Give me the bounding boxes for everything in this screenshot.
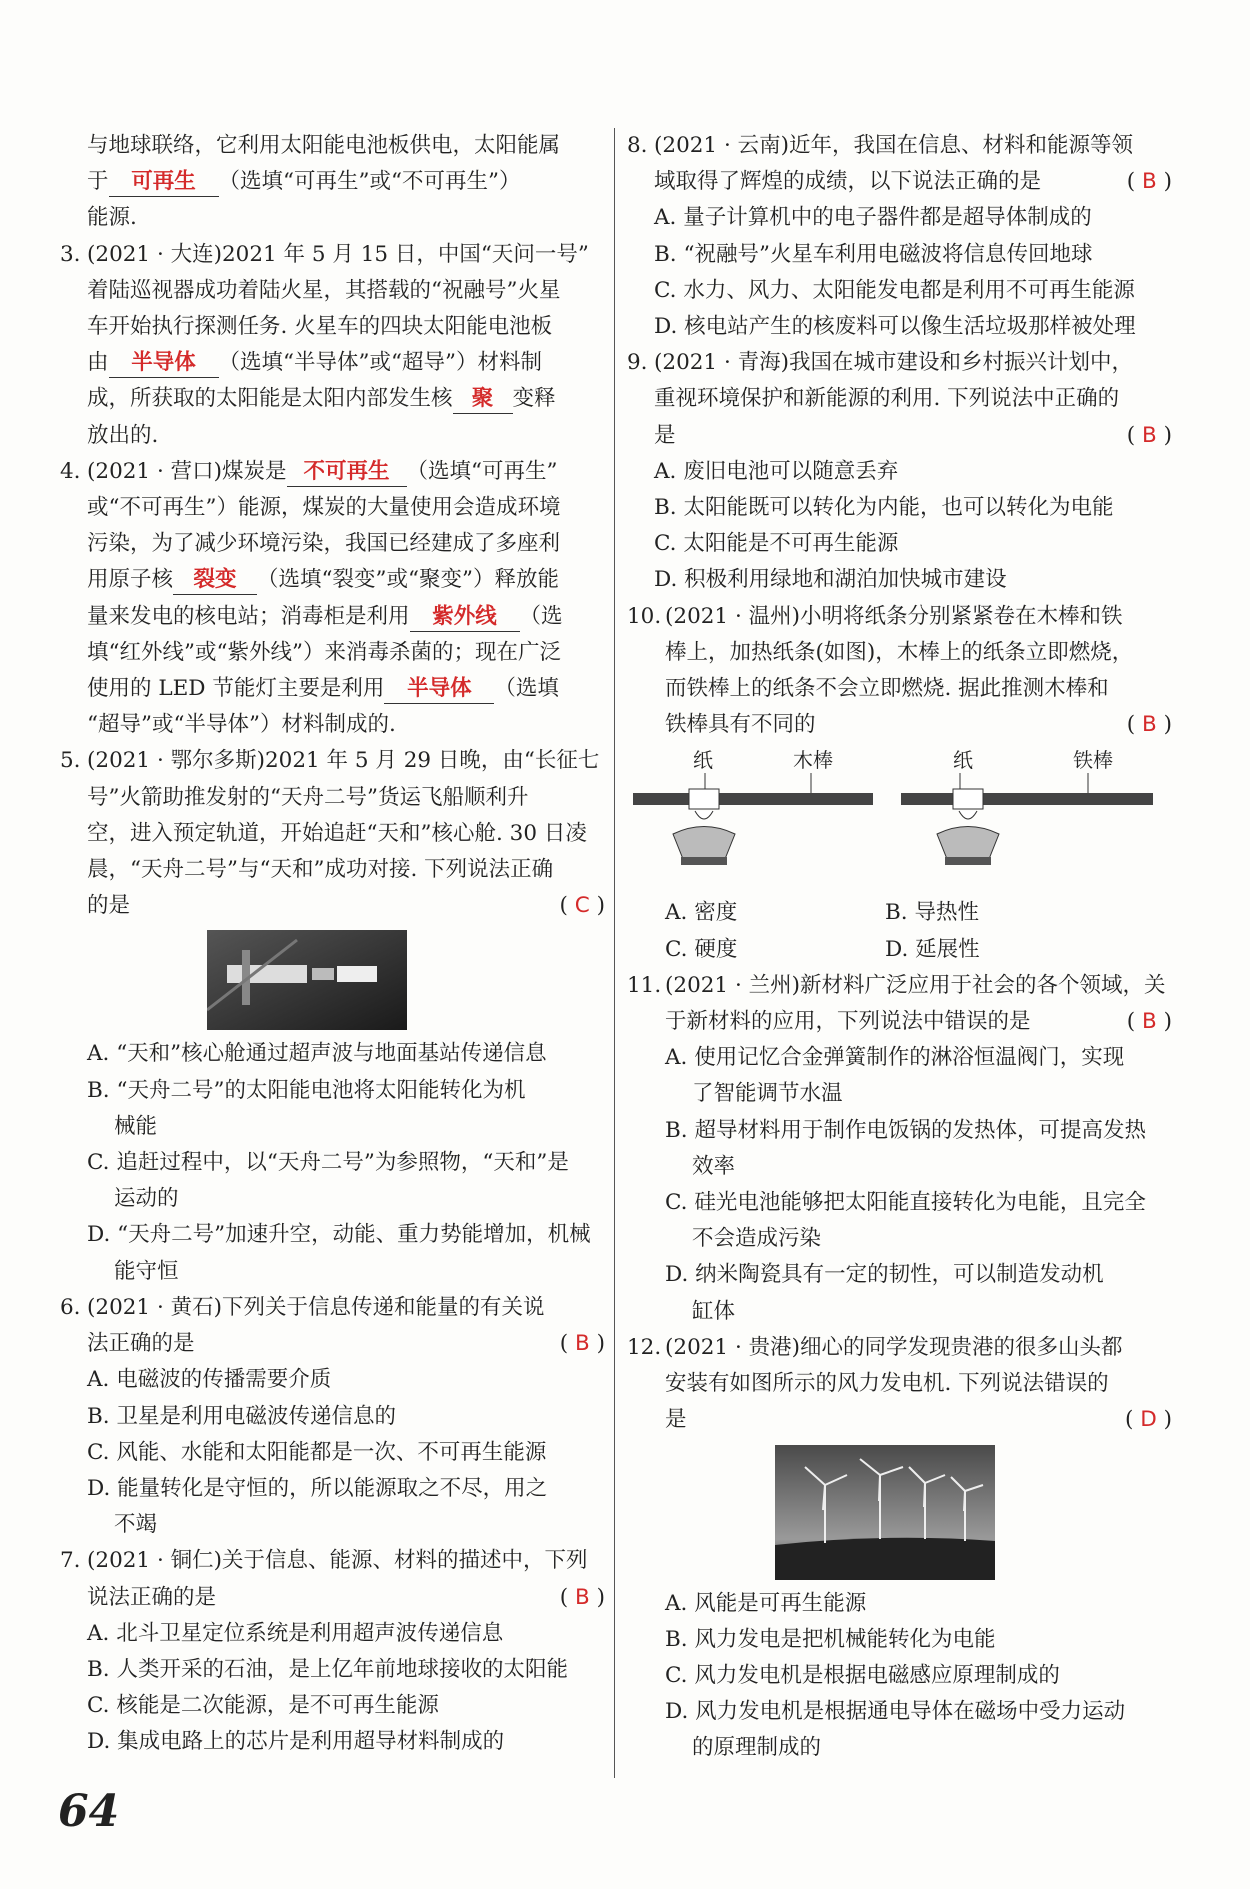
answer-paren: ( B ) <box>559 1331 605 1357</box>
question-number: 3. <box>60 241 81 267</box>
page-number: 64 <box>58 1786 120 1837</box>
text-fragment: （选填“可再生”或“不可再生”） <box>218 169 521 195</box>
text-line: (2021 · 温州)小明将纸条分别紧紧卷在木棒和铁 <box>665 603 1123 629</box>
option-c-cont: 不会造成污染 <box>692 1226 822 1252</box>
option-c-cont: 运动的 <box>114 1186 179 1212</box>
answer-paren: ( D ) <box>1124 1407 1172 1433</box>
option-b: B. 卫星是利用电磁波传递信息的 <box>87 1403 396 1429</box>
text-line: 着陆巡视器成功着陆火星，其搭载的“祝融号”火星 <box>87 277 561 303</box>
label-paper-1: 纸 <box>693 749 713 773</box>
question-number: 9. <box>627 350 648 376</box>
answer-blank: 紫外线 <box>410 603 520 632</box>
text-fragment: （选 <box>519 603 563 629</box>
option-b: B. “天舟二号”的太阳能电池将太阳能转化为机 <box>87 1077 526 1103</box>
option-c: C. 核能是二次能源，是不可再生能源 <box>87 1693 439 1719</box>
flame-1 <box>695 811 713 819</box>
text-fragment: 说法正确的是 <box>87 1584 217 1610</box>
text-line: 或“不可再生”）能源，煤炭的大量使用会造成环境 <box>87 495 561 521</box>
option-b: B. 太阳能既可以转化为内能，也可以转化为电能 <box>654 495 1114 521</box>
text-fragment: 铁棒具有不同的 <box>665 712 816 738</box>
answer-choice: B <box>1142 169 1157 195</box>
left-column <box>60 128 605 1761</box>
text-line <box>87 381 605 417</box>
question-number: 6. <box>60 1294 81 1320</box>
option-c: C. 追赶过程中，以“天舟二号”为参照物，“天和”是 <box>87 1150 569 1176</box>
wind-turbine-photo <box>775 1445 995 1580</box>
option-b: B. 人类开采的石油，是上亿年前地球接收的太阳能 <box>87 1656 568 1682</box>
question-2-continued <box>60 128 605 237</box>
text-fragment: (2021 · 营口)煤炭是 <box>87 458 287 484</box>
text-line: (2021 · 黄石)下列关于信息传递和能量的有关说 <box>87 1294 545 1320</box>
text-line: 重视环境保护和新能源的利用. 下列说法中正确的 <box>654 386 1120 412</box>
option-a: A. 量子计算机中的电子器件都是超导体制成的 <box>654 205 1092 231</box>
answer-paren: ( B ) <box>559 1584 605 1610</box>
wood-rod <box>633 793 873 805</box>
question-3 <box>60 237 605 454</box>
text-line <box>665 1004 1172 1040</box>
option-b: B. 超导材料用于制作电饭锅的发热体，可提高发热 <box>665 1117 1146 1143</box>
flame-2 <box>959 811 977 819</box>
text-line: 而铁棒上的纸条不会立即燃烧. 据此推测木棒和 <box>665 676 1109 702</box>
question-8 <box>627 128 1172 345</box>
text-line: (2021 · 贵港)细心的同学发现贵港的很多山头都 <box>665 1334 1123 1360</box>
iron-rod <box>901 793 1153 805</box>
option-a: A. 风能是可再生能源 <box>665 1590 867 1616</box>
question-10 <box>627 599 1172 968</box>
text-line <box>87 888 605 924</box>
option-d: D. “天舟二号”加速升空，动能、重力势能增加，机械 <box>87 1222 591 1248</box>
text-fragment: （选填“可再生” <box>406 458 558 484</box>
paper-roll-2 <box>953 789 983 809</box>
option-c: C. 风力发电机是根据电磁感应原理制成的 <box>665 1662 1060 1688</box>
option-a: A. 废旧电池可以随意丢弃 <box>654 458 899 484</box>
text-fragment: （选填 <box>494 676 559 702</box>
label-iron: 铁棒 <box>1073 749 1113 773</box>
text-line: (2021 · 兰州)新材料广泛应用于社会的各个领域，关 <box>665 972 1166 998</box>
answer-blank: 可再生 <box>109 168 219 197</box>
text-line: 空，进入预定轨道，开始追赶“天和”核心舱. 30 日凌 <box>87 820 587 846</box>
option-c: C. 风能、水能和太阳能都是一次、不可再生能源 <box>87 1439 547 1465</box>
question-number: 7. <box>60 1548 81 1574</box>
text-fragment: 是 <box>665 1407 687 1433</box>
text-line: (2021 · 鄂尔多斯)2021 年 5 月 29 日晚，由“长征七 <box>87 748 600 774</box>
text-line: 与地球联络，它利用太阳能电池板供电，太阳能属 <box>87 133 561 158</box>
option-b: B. 风力发电是把机械能转化为电能 <box>665 1626 996 1652</box>
text-fragment: 用原子核 <box>87 567 174 593</box>
answer-blank: 不可再生 <box>287 458 407 487</box>
text-line: (2021 · 铜仁)关于信息、能源、材料的描述中，下列 <box>87 1548 588 1574</box>
text-line: 棒上，加热纸条(如图)，木棒上的纸条立即燃烧， <box>665 639 1134 665</box>
question-number: 10. <box>627 603 662 629</box>
option-c: C. 硬度 <box>665 936 738 962</box>
option-d: D. 核电站产生的核废料可以像生活垃圾那样被处理 <box>654 314 1136 340</box>
question-6 <box>60 1290 605 1543</box>
text-fragment: 于 <box>87 169 109 195</box>
text-line <box>87 345 605 381</box>
option-c: C. 太阳能是不可再生能源 <box>654 531 899 557</box>
option-d-cont: 缸体 <box>692 1298 736 1324</box>
text-line: 晨，“天舟二号”与“天和”成功对接. 下列说法正确 <box>87 857 554 883</box>
options-row-1 <box>665 895 1172 931</box>
burner-2 <box>937 827 999 860</box>
text-fragment: 的是 <box>87 893 131 919</box>
text-fragment: （选填“裂变”或“聚变”）释放能 <box>257 567 559 593</box>
text-line <box>87 599 605 635</box>
text-fragment: 由 <box>87 350 109 376</box>
question-number: 11. <box>627 972 662 998</box>
answer-paren: ( B ) <box>1126 1009 1172 1035</box>
question-number: 5. <box>60 748 81 774</box>
question-4 <box>60 454 605 744</box>
text-line <box>87 1326 605 1362</box>
label-wood: 木棒 <box>793 749 833 773</box>
text-line: 填“红外线”或“紫外线”）来消毒杀菌的；现在广泛 <box>87 639 561 665</box>
option-c: C. 硅光电池能够把太阳能直接转化为电能，且完全 <box>665 1190 1146 1216</box>
question-9 <box>627 345 1172 598</box>
text-line: 安装有如图所示的风力发电机. 下列说法错误的 <box>665 1371 1109 1397</box>
option-a: A. 电磁波的传播需要介质 <box>87 1367 332 1393</box>
option-d: D. 积极利用绿地和湖泊加快城市建设 <box>654 567 1007 593</box>
text-line: (2021 · 云南)近年，我国在信息、材料和能源等领 <box>654 133 1133 158</box>
text-fragment: 是 <box>654 422 676 448</box>
text-fragment: 成，所获取的太阳能是太阳内部发生核 <box>87 386 453 412</box>
answer-paren: ( B ) <box>1126 422 1172 448</box>
text-fragment: （选填“半导体”或“超导”）材料制 <box>218 350 542 376</box>
text-line <box>87 562 605 598</box>
answer-blank: 裂变 <box>173 566 257 595</box>
option-a: A. 密度 <box>665 900 738 926</box>
text-line: (2021 · 青海)我国在城市建设和乡村振兴计划中， <box>654 350 1133 376</box>
options-row-2 <box>665 932 1172 968</box>
text-fragment: 域取得了辉煌的成绩，以下说法正确的是 <box>654 169 1042 195</box>
answer-blank: 半导体 <box>109 349 219 378</box>
text-fragment: 使用的 LED 节能灯主要是利用 <box>87 676 385 702</box>
answer-choice: B <box>575 1584 590 1610</box>
answer-choice: B <box>575 1331 590 1357</box>
text-line: 放出的. <box>87 422 159 448</box>
text-line <box>87 1580 605 1616</box>
answer-choice: D <box>1140 1407 1157 1433</box>
option-d: D. 风力发电机是根据通电导体在磁场中受力运动 <box>665 1699 1126 1725</box>
docking-photo <box>207 930 407 1030</box>
text-line <box>87 164 605 200</box>
paper-roll-1 <box>689 789 719 809</box>
text-line <box>665 707 1172 743</box>
question-5 <box>60 743 605 1289</box>
option-a: A. 北斗卫星定位系统是利用超声波传递信息 <box>87 1620 504 1646</box>
text-line <box>87 671 605 707</box>
text-line <box>654 164 1172 200</box>
answer-blank: 聚 <box>453 385 513 414</box>
text-fragment: 量来发电的核电站；消毒柜是利用 <box>87 603 410 629</box>
burner-1 <box>673 827 735 860</box>
burner-base-1 <box>681 857 727 865</box>
option-a: A. “天和”核心舱通过超声波与地面基站传递信息 <box>87 1041 547 1067</box>
answer-choice: C <box>574 893 590 919</box>
question-12 <box>627 1330 1172 1767</box>
burner-base-2 <box>945 857 991 865</box>
option-d: D. 纳米陶瓷具有一定的韧性，可以制造发动机 <box>665 1262 1104 1288</box>
question-7 <box>60 1543 605 1760</box>
question-number: 12. <box>627 1334 662 1360</box>
answer-choice: B <box>1142 422 1157 448</box>
answer-choice: B <box>1142 712 1157 738</box>
option-d-cont: 能守恒 <box>114 1258 179 1284</box>
question-number: 4. <box>60 458 81 484</box>
right-column <box>627 128 1172 1767</box>
option-b: B. 导热性 <box>885 900 979 926</box>
option-d-cont: 不竭 <box>114 1512 158 1538</box>
question-number: 8. <box>627 133 648 158</box>
text-fragment: 于新材料的应用，下列说法中错误的是 <box>665 1009 1031 1035</box>
answer-choice: B <box>1142 1009 1157 1035</box>
option-d: D. 能量转化是守恒的，所以能源取之不尽，用之 <box>87 1475 548 1501</box>
option-d-cont: 的原理制成的 <box>692 1735 822 1761</box>
column-divider <box>614 128 615 1778</box>
answer-paren: ( C ) <box>559 893 605 919</box>
option-d: D. 集成电路上的芯片是利用超导材料制成的 <box>87 1729 505 1755</box>
text-fragment: 变释 <box>512 386 556 412</box>
option-b-cont: 效率 <box>692 1153 736 1179</box>
option-a: A. 使用记忆合金弹簧制作的淋浴恒温阀门，实现 <box>665 1045 1125 1071</box>
text-line: 污染，为了减少环境污染，我国已经建成了多座利 <box>87 531 561 557</box>
text-line: 号”火箭助推发射的“天舟二号”货运飞船顺利升 <box>87 784 529 810</box>
text-line <box>654 418 1172 454</box>
option-b-cont: 械能 <box>114 1113 158 1139</box>
text-line: 车开始执行探测任务. 火星车的四块太阳能电池板 <box>87 314 553 340</box>
option-b: B. “祝融号”火星车利用电磁波将信息传回地球 <box>654 241 1093 267</box>
answer-blank: 半导体 <box>384 675 494 704</box>
answer-paren: ( B ) <box>1126 712 1172 738</box>
label-paper-2: 纸 <box>953 749 973 773</box>
text-fragment: 法正确的是 <box>87 1331 195 1357</box>
option-d: D. 延展性 <box>885 936 980 962</box>
text-line <box>665 1402 1172 1438</box>
option-a-cont: 了智能调节水温 <box>692 1081 843 1107</box>
question-11 <box>627 968 1172 1330</box>
text-line: (2021 · 大连)2021 年 5 月 15 日，中国“天问一号” <box>87 241 589 267</box>
option-c: C. 水力、风力、太阳能发电都是利用不可再生能源 <box>654 277 1135 303</box>
text-line: “超导”或“半导体”）材料制成的. <box>87 712 396 738</box>
text-line: 能源. <box>87 205 137 231</box>
text-line <box>87 454 605 490</box>
answer-paren: ( B ) <box>1126 169 1172 195</box>
wood-iron-experiment-figure <box>633 749 1153 889</box>
